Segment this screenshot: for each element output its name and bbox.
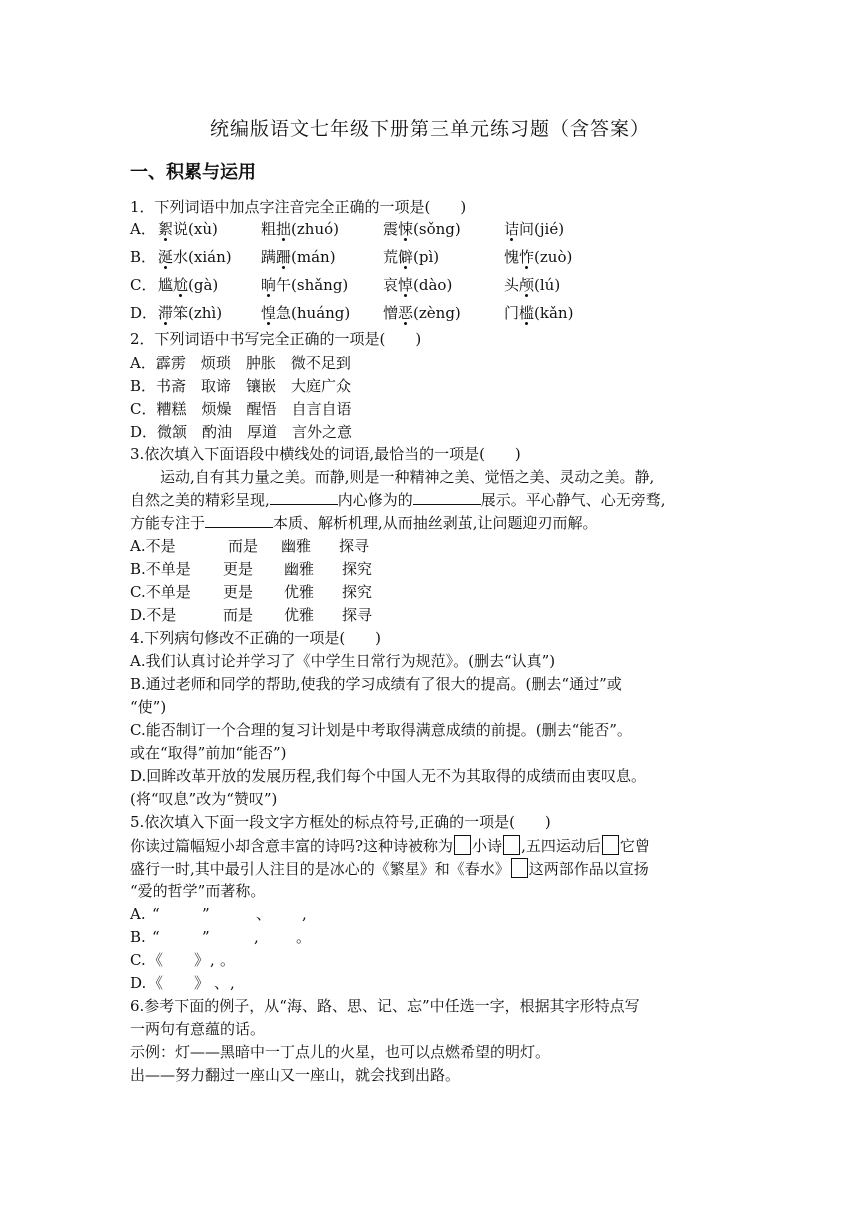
q4-option-c: C.能否制订一个合理的复习计划是中考取得满意成绩的前提。(删去“能否”。 [130, 721, 632, 739]
q4-option-d-cont: (将“叹息”改为“赞叹”) [130, 790, 278, 808]
q3-stem: 3.依次填入下面语段中横线处的词语,最恰当的一项是( ) [130, 445, 521, 463]
q6-example-2: 出——努力翻过一座山又一座山，就会找到出路。 [130, 1066, 461, 1084]
fill-blank [205, 513, 273, 528]
q4-option-c-cont: 或在“取得”前加“能否”) [130, 744, 287, 762]
document-page: 统编版语文七年级下册第三单元练习题（含答案） 一、积累与运用 1．下列词语中加点字注音完全正确的一项是( ) A． 絮说(xù) 粗拙(zhuó) 震悚(sǒng) 诘问(jié) B． 涎水(xián) 蹒跚(mán) 荒僻(pì) 愧怍(zuò) C． 尴尬(gà) 晌午(shǎng) 哀悼(dào) 头颅(lú) D． 滞笨(zhì) 惶急(huáng) 憎恶(zèng) 门槛(kǎn) 2．下列词语中书写完全正确的一项是( ) A．霹雳 烦琐 肿胀 微不足到 B．书斋 取谛 镶嵌 大庭广众 C．糟糕 烦燥 醒悟 自言自语 D．微颔 酌油 厚道 言外之意 3.依次填入下面语段中横线处的词语,最恰当的一项是( ) 运动,自有其力量之美。而静,则是一种精神之美、觉悟之美、灵动之美。静, 自然之美的精彩呈现, 内心修为的 展示。平心静气、心无旁骛, 方能专注于 本质、解析机理,从而抽丝剥茧,让问题迎刃而解。 A.不是 而是 幽雅 探寻 B.不单是 更是 幽雅 探究 C.不单是 更是 优雅 探究 D.不是 而是 优雅 探寻 4.下列病句修改不正确的一项是( ) A.我们认真讨论并学习了《中学生日常行为规范》。(删去“认真”) B.通过老师和同学的帮助,使我的学习成绩有了很大的提高。(删去“通过”或 “使”) C.能否制订一个合理的复习计划是中考取得满意成绩的前提。(删去“能否”。 或在“取得”前加“能否”) D.回眸改革开放的发展历程,我们每个中国人无不为其取得的成绩而由衷叹息。 (将“叹息”改为“赞叹”) 5.依次填入下面一段文字方框处的标点符号,正确的一项是( ) 你读过篇幅短小却含意丰富的诗吗?这种诗被称为 小诗 ,五四运动后 它曾 盛行一时,其中最引人注目的是冰心的《繁星》和《春水》 这两部作品以宣扬 “爱的哲学”而著称。 A. “ ” 、 , B. “ ” , 。 C. 《 》 , 。 D. 《 》 、 , 6.参考下面的例子，从“海、路、思、记、忘”中任选一字，根据其字形特点写 一两句有意蕴的话。 示例：灯——黑暗中一丁点儿的火星，也可以点燃希望的明灯。 出——努力翻过一座山又一座山，就会找到出路。 [0, 0, 860, 1216]
q1-d-word-2: 惶急(huáng) [261, 304, 351, 322]
q1-c-word-3: 哀悼(dào) [383, 276, 453, 294]
q6-stem-line-2: 一两句有意蕴的话。 [130, 1020, 266, 1038]
q2-option-d: D．微颔 酌油 厚道 言外之意 [130, 423, 353, 441]
q1-b-word-2: 蹒跚(mán) [261, 248, 336, 266]
q1-a-word-4: 诘问(jié) [504, 220, 565, 238]
q5-passage-line-3: “爱的哲学”而著称。 [130, 882, 266, 900]
fill-blank [270, 490, 338, 505]
document-title: 统编版语文七年级下册第三单元练习题（含答案） [209, 118, 650, 140]
q1-c-word-1: 尴尬(gà) [158, 276, 219, 294]
punctuation-box [602, 835, 619, 855]
q4-option-b-cont: “使”) [130, 698, 167, 716]
q1-a-word-3: 震悚(sǒng) [383, 220, 461, 238]
q4-option-d: D.回眸改革开放的发展历程,我们每个中国人无不为其取得的成绩而由衷叹息。 [130, 767, 647, 785]
q4-stem: 4.下列病句修改不正确的一项是( ) [130, 629, 382, 647]
q1-c-word-2: 晌午(shǎng) [261, 276, 349, 294]
q5-stem: 5.依次填入下面一段文字方框处的标点符号,正确的一项是( ) [130, 813, 551, 831]
q1-stem: 1．下列词语中加点字注音完全正确的一项是( ) [130, 198, 467, 216]
q6-stem-line-1: 6.参考下面的例子，从“海、路、思、记、忘”中任选一字，根据其字形特点写 [130, 997, 640, 1015]
q1-b-word-4: 愧怍(zuò) [504, 248, 573, 266]
section-heading: 一、积累与运用 [130, 162, 256, 183]
q1-c-word-4: 头颅(lú) [504, 276, 561, 294]
q2-option-b: B．书斋 取谛 镶嵌 大庭广众 [130, 377, 352, 395]
punctuation-box [511, 858, 528, 878]
q4-option-a: A.我们认真讨论并学习了《中学生日常行为规范》。(删去“认真”) [130, 652, 556, 670]
q1-d-word-1: 滞笨(zhì) [158, 304, 223, 322]
q6-example: 示例：灯——黑暗中一丁点儿的火星，也可以点燃希望的明灯。 [130, 1043, 551, 1061]
q3-passage-line-2: 自然之美的精彩呈现, 内心修为的 展示。平心静气、心无旁骛, [130, 491, 666, 509]
fill-blank [413, 490, 481, 505]
punctuation-box [503, 835, 520, 855]
q3-passage-line-1: 运动,自有其力量之美。而静,则是一种精神之美、觉悟之美、灵动之美。静, [130, 468, 655, 486]
q2-option-a: A．霹雳 烦琐 肿胀 微不足到 [130, 354, 351, 372]
q1-b-word-1: 涎水(xián) [158, 248, 232, 266]
q1-b-word-3: 荒僻(pì) [383, 248, 440, 266]
q5-passage-line-1: 你读过篇幅短小却含意丰富的诗吗?这种诗被称为 小诗 ,五四运动后 它曾 [130, 837, 650, 855]
q1-a-word-1: 絮说(xù) [158, 220, 218, 238]
q2-option-c: C．糟糕 烦燥 醒悟 自言自语 [130, 400, 352, 418]
q1-a-word-2: 粗拙(zhuó) [261, 220, 339, 238]
punctuation-box [454, 835, 471, 855]
q5-passage-line-2: 盛行一时,其中最引人注目的是冰心的《繁星》和《春水》 这两部作品以宣扬 [130, 860, 649, 878]
q2-stem: 2．下列词语中书写完全正确的一项是( ) [130, 330, 422, 348]
q3-passage-line-3: 方能专注于 本质、解析机理,从而抽丝剥茧,让问题迎刃而解。 [130, 514, 598, 532]
q1-d-word-3: 憎恶(zèng) [383, 304, 461, 322]
q4-option-b: B.通过老师和同学的帮助,使我的学习成绩有了很大的提高。(删去“通过”或 [130, 675, 622, 693]
q1-d-word-4: 门槛(kǎn) [504, 304, 574, 322]
